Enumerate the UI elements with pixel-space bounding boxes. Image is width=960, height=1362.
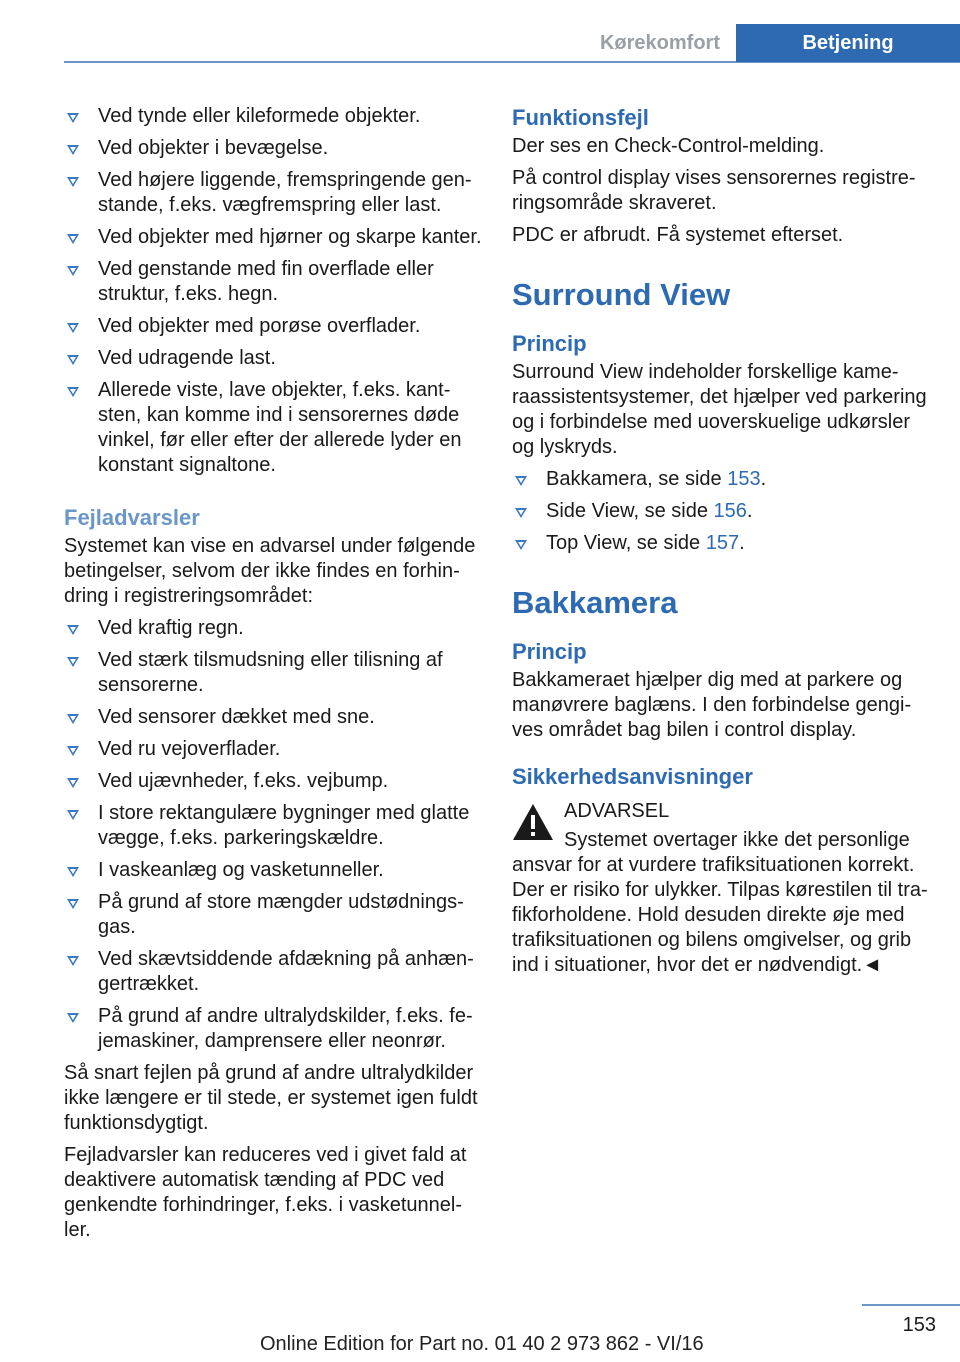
footer-rule	[862, 1304, 960, 1306]
list-item: Ved objekter med hjørner og skarpe kanter.	[64, 225, 482, 250]
list-item: Ved skævtsiddende afdækning på anhængertrækket.	[64, 947, 482, 997]
page-number: 153	[902, 1314, 936, 1336]
list-item: Ved genstande med fin overflade eller struktur, f.eks. hegn.	[64, 257, 482, 307]
list-item: På grund af store mængder udstødningsgas.	[64, 890, 482, 940]
bullet-triangle-icon	[67, 1013, 79, 1023]
bullet-triangle-icon	[67, 956, 79, 966]
bullet-triangle-icon	[67, 234, 79, 244]
list-item: Side View, se side 156.	[512, 499, 932, 524]
funktionsfejl-paragraph-1: Der ses en Check-Control-melding.	[512, 135, 825, 157]
bullet-triangle-icon	[67, 810, 79, 820]
warning-triangle-icon	[512, 803, 554, 841]
bullet-triangle-icon	[67, 899, 79, 909]
list-item: Allerede viste, lave objekter, f.eks. kantsten, kan komme ind i sensorernes døde vinkel, før eller efter der allerede lyder en konstant signaltone.	[64, 378, 482, 478]
page-link[interactable]: 156	[713, 500, 747, 522]
list-item: Ved udragende last.	[64, 346, 482, 371]
bullet-triangle-icon	[515, 540, 527, 550]
list-item: Ved højere liggende, fremspringende genstande, f.eks. vægfremspring eller last.	[64, 168, 482, 218]
list-item: Ved objekter i bevægelse.	[64, 136, 482, 161]
funktionsfejl-paragraph-3: PDC er afbrudt. Få systemet efterset.	[512, 224, 844, 246]
fejl-paragraph-2: Fejladvarsler kan reduceres ved i givet fald at deaktivere automatisk tænding af PDC ved genkendte forhindringer, f.eks. i vasketunneller.	[64, 1144, 467, 1241]
bullet-triangle-icon	[67, 778, 79, 788]
bakkamera-paragraph: Bakkameraet hjælper dig med at parkere og manøvrere baglæns. I den forbindelse gengives området bag bilen i control display.	[512, 669, 912, 741]
bullet-triangle-icon	[67, 867, 79, 877]
fejl-paragraph-1: Så snart fejlen på grund af andre ultralydkilder ikke længere er til stede, er systemet igen fuldt funktionsdygtigt.	[64, 1062, 478, 1134]
bullet-triangle-icon	[67, 266, 79, 276]
bullet-triangle-icon	[67, 714, 79, 724]
left-column	[64, 104, 482, 1250]
heading-funktionsfejl: Funktionsfejl	[512, 105, 649, 130]
heading-sikkerhedsanvisninger: Sikkerhedsanvisninger	[512, 764, 753, 789]
heading-fejladvarsler: Fejladvarsler	[64, 505, 200, 530]
bullet-triangle-icon	[67, 625, 79, 635]
bullet-triangle-icon	[67, 177, 79, 187]
list-item: Ved stærk tilsmudsning eller tilisning af sensorerne.	[64, 648, 482, 698]
page-link[interactable]: 153	[727, 468, 761, 490]
list-item: I store rektangulære bygninger med glatte vægge, f.eks. parkeringskældre.	[64, 801, 482, 851]
list-item: Ved tynde eller kileformede objekter.	[64, 104, 482, 129]
surround-paragraph: Surround View indeholder forskellige kameraassistentsystemer, det hjælper ved parkering og i forbindelse med uoverskuelige udkørsler og lyskryds.	[512, 361, 927, 458]
fejl-intro: Systemet kan vise en advarsel under følgende betingelser, selvom der ikke findes en forhindring i registreringsområdet:	[64, 535, 476, 607]
bullet-triangle-icon	[67, 113, 79, 123]
list-item: Top View, se side 157.	[512, 531, 932, 556]
footer-edition: Online Edition for Part no. 01 40 2 973 862 - VI/16	[260, 1333, 704, 1355]
list-item: På grund af andre ultralydskilder, f.eks. fejemaskiner, damprensere eller neonrør.	[64, 1004, 482, 1054]
list-item: Bakkamera, se side 153.	[512, 467, 932, 492]
heading-bakkamera: Bakkamera	[512, 585, 678, 620]
warning-title: ADVARSEL	[564, 800, 670, 822]
fejl-list	[64, 616, 482, 1054]
tab-betjening[interactable]: Betjening	[736, 24, 960, 62]
tab-korekomfort[interactable]: Kørekomfort	[599, 32, 720, 54]
funktionsfejl-paragraph-2: På control display vises sensorernes registreringsområde skraveret.	[512, 167, 916, 214]
bullet-triangle-icon	[67, 355, 79, 365]
surround-list	[512, 467, 932, 556]
list-item: I vaskeanlæg og vasketunneller.	[64, 858, 482, 883]
warning-text: Systemet overtager ikke det personlige ansvar for at vurdere trafiksituationen korrekt. Der er risiko for ulykker. Tilpas kørestilen til trafikforholdene. Hold desuden direkte øje med trafiksituationen og bilens omgivelser, og grib ind i situationer, hvor det er nødvendigt.◄	[512, 829, 928, 976]
heading-princip: Princip	[512, 331, 587, 356]
page-link[interactable]: 157	[705, 532, 740, 554]
right-column	[512, 104, 932, 978]
list-item: Ved sensorer dækket med sne.	[64, 705, 482, 730]
bullet-triangle-icon	[515, 476, 527, 486]
bullet-triangle-icon	[67, 746, 79, 756]
list-item: Ved kraftig regn.	[64, 616, 482, 641]
heading-princip-2: Princip	[512, 639, 587, 664]
list-item: Ved objekter med porøse overflader.	[64, 314, 482, 339]
bullet-triangle-icon	[67, 387, 79, 397]
bullet-triangle-icon	[67, 657, 79, 667]
list-item: Ved ujævnheder, f.eks. vejbump.	[64, 769, 482, 794]
limitations-list	[64, 104, 482, 478]
warning-block	[512, 799, 932, 978]
heading-surround-view: Surround View	[512, 277, 731, 312]
bullet-triangle-icon	[67, 323, 79, 333]
bullet-triangle-icon	[67, 145, 79, 155]
list-item: Ved ru vejoverflader.	[64, 737, 482, 762]
bullet-triangle-icon	[515, 508, 527, 518]
